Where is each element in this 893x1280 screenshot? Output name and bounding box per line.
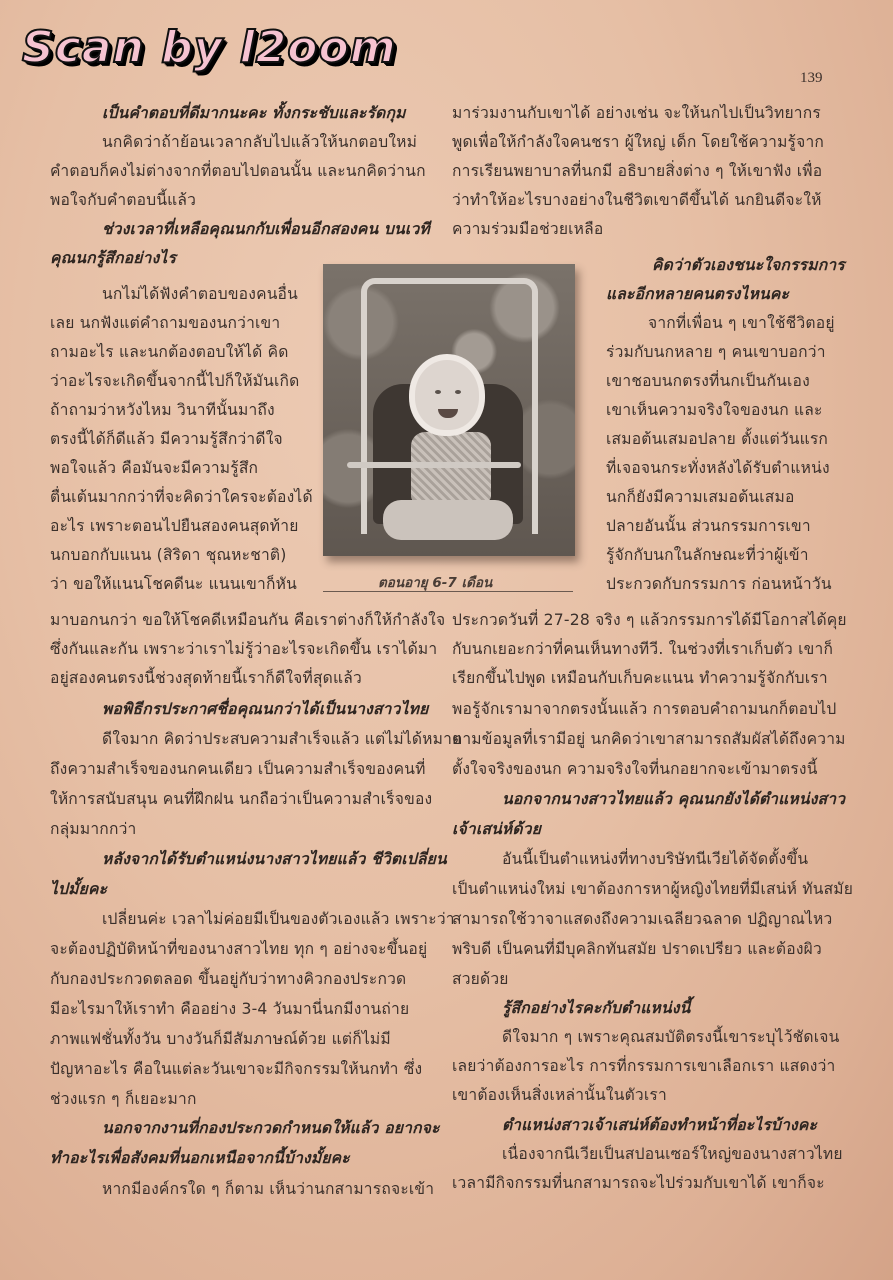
answer-text: ตื่นเต้นมากกว่าที่จะคิดว่าใครจะต้องได้ [50, 488, 313, 506]
answer-text: ว่า ขอให้แนนโชคดีนะ แนนเขาก็หัน [50, 575, 297, 593]
answer-text: เสมอต้นเสมอปลาย ตั้งแต่วันแรก [606, 430, 829, 448]
answer-text: ความร่วมมือช่วยเหลือ [452, 220, 604, 238]
answer-text: คำตอบก็คงไม่ต่างจากที่ตอบไปตอนนั้น และนกคิดว่านก [50, 162, 426, 180]
question-text: คิดว่าตัวเองชนะใจกรรมการ [652, 256, 845, 274]
answer-text: พอใจแล้ว คือมันจะมีความรู้สึก [50, 459, 259, 477]
baby-head [415, 360, 479, 430]
baby-eye [455, 390, 461, 394]
question-text: ทำอะไรเพื่อสังคมที่นอกเหนือจากนี้บ้างมั้ยคะ [50, 1149, 350, 1167]
answer-text: ประกวดวันที่ 27-28 จริง ๆ แล้วกรรมการได้มีโอกาสได้คุย [452, 611, 847, 629]
answer-text: เรียกขึ้นไปพูด เหมือนกับเก็บคะแนน ทำความรู้จักกับเรา [452, 669, 828, 687]
question-text: พอพิธีกรประกาศชื่อคุณนกว่าได้เป็นนางสาวไทย [102, 700, 429, 718]
answer-text: ภาพแฟชั่นทั้งวัน บางวันก็มีสัมภาษณ์ด้วย แต่ก็ไม่มี [50, 1030, 391, 1048]
answer-text: ว่าทำให้อะไรบางอย่างในชีวิตเขาดีขึ้นได้ นกยินดีจะให้ [452, 191, 822, 209]
answer-text: กลุ่มมากกว่า [50, 820, 137, 838]
answer-text: ตามข้อมูลที่เรามีอยู่ นกคิดว่าเขาสามารถสัมผัสได้ถึงความ [452, 730, 846, 748]
answer-text: อะไร เพราะตอนไปยืนสองคนสุดท้าย [50, 517, 299, 535]
answer-text: เขาต้องเห็นสิ่งเหล่านั้นในตัวเรา [452, 1086, 667, 1104]
answer-text: ประกวดกับกรรมการ ก่อนหน้าวัน [606, 575, 832, 593]
answer-text: ว่าอะไรจะเกิดขึ้นจากนี้ไปก็ให้มันเกิด [50, 372, 300, 390]
question-text: หลังจากได้รับตำแหน่งนางสาวไทยแล้ว ชีวิตเปลี่ยน [102, 850, 447, 868]
answer-text: เป็นตำแหน่งใหม่ เขาต้องการหาผู้หญิงไทยที่มีเสน่ห์ ทันสมัย [452, 880, 854, 898]
answer-text: สวยด้วย [452, 970, 509, 988]
question-text: รู้สึกอย่างไรคะกับตำแหน่งนี้ [502, 999, 691, 1017]
page-number: 139 [800, 70, 823, 86]
answer-text: เลย นกฟังแต่คำถามของนกว่าเขา [50, 314, 281, 332]
question-text: เป็นคำตอบที่ดีมากนะคะ ทั้งกระชับและรัดกุม [102, 104, 406, 122]
answer-text: ให้การสนับสนุน คนที่ฝึกฝน นกถือว่าเป็นความสำเร็จของ [50, 790, 433, 808]
answer-text: เขาเห็นความจริงใจของนก และ [606, 401, 823, 419]
answer-text: ช่วงแรก ๆ ก็เยอะมาก [50, 1090, 197, 1108]
answer-text: เขาชอบนกตรงที่นกเป็นกันเอง [606, 372, 810, 390]
answer-text: พริบดี เป็นคนที่มีบุคลิกทันสมัย ปราดเปรียว และต้องผิว [452, 940, 822, 958]
baby-eye [435, 390, 441, 394]
answer-text: กับนกเยอะกว่าที่คนเห็นทางทีวี. ในช่วงที่เราเก็บตัว เขาก็ [452, 640, 834, 658]
answer-text: เนื่องจากนีเวียเป็นสปอนเซอร์ใหญ่ของนางสาวไทย [502, 1145, 843, 1163]
answer-text: พูดเพื่อให้กำลังใจคนชรา ผู้ใหญ่ เด็ก โดยใช้ความรู้จาก [452, 133, 825, 151]
answer-text: เปลี่ยนค่ะ เวลาไม่ค่อยมีเป็นของตัวเองแล้ว เพราะว่า [102, 910, 455, 928]
answer-text: ดีใจมาก ๆ เพราะคุณสมบัติตรงนี้เขาระบุไว้ชัดเจน [502, 1028, 840, 1046]
answer-text: เวลามีกิจกรรมที่นกสามารถจะไปร่วมกับเขาได้ เขาก็จะ [452, 1174, 825, 1192]
answer-text: ที่เจอจนกระทั่งหลังได้รับตำแหน่ง [606, 459, 830, 477]
answer-text: นกบอกกับแนน (สิริดา ชุณหะชาติ) [50, 546, 287, 564]
answer-text: ถ้าถามว่าหวังไหม วินาทีนั้นมาถึง [50, 401, 275, 419]
question-text: ตำแหน่งสาวเจ้าเสน่ห์ต้องทำหน้าที่อะไรบ้างคะ [502, 1116, 818, 1134]
question-text: และอีกหลายคนตรงไหนคะ [606, 285, 790, 303]
question-text: นอกจากงานที่กองประกวดกำหนดให้แล้ว อยากจะ [102, 1119, 440, 1137]
question-text: นอกจากนางสาวไทยแล้ว คุณนกยังได้ตำแหน่งสาว [502, 790, 846, 808]
answer-text: ปัญหาอะไร คือในแต่ละวันเขาจะมีกิจกรรมให้นกทำ ซึ่ง [50, 1060, 423, 1078]
answer-text: อันนี้เป็นตำแหน่งที่ทางบริษัทนีเวียได้จัดตั้งขึ้น [502, 850, 809, 868]
answer-text: ร่วมกับนกหลาย ๆ คนเขาบอกว่า [606, 343, 826, 361]
answer-text: ถึงความสำเร็จของนกคนเดียว เป็นความสำเร็จของคนที่ [50, 760, 426, 778]
stroller-tray-bar [347, 462, 521, 468]
answer-text: นกคิดว่าถ้าย้อนเวลากลับไปแล้วให้นกตอบใหม่ [102, 133, 418, 151]
answer-text: จะต้องปฏิบัติหน้าที่ของนางสาวไทย ทุก ๆ อย่างจะขึ้นอยู่ [50, 940, 428, 958]
answer-text: สามารถใช้วาจาแสดงถึงความเฉลียวฉลาด ปฏิญาณไหว [452, 910, 833, 928]
answer-text: รู้จักกับนกในลักษณะที่ว่าผู้เข้า [606, 546, 809, 564]
answer-text: ตรงนี้ได้ก็ดีแล้ว มีความรู้สึกว่าดีใจ [50, 430, 283, 448]
question-text: ช่วงเวลาที่เหลือคุณนกกับเพื่อนอีกสองคน บนเวที [102, 220, 430, 238]
answer-text: หากมีองค์กรใด ๆ ก็ตาม เห็นว่านกสามารถจะเข้า [102, 1180, 435, 1198]
answer-text: พอรู้จักเรามาจากตรงนั้นแล้ว การตอบคำถามนกก็ตอบไป [452, 700, 837, 718]
photo-caption: ตอนอายุ 6-7 เดือน [378, 575, 493, 591]
answer-text: นกก็ยังมีความเสมอต้นเสมอ [606, 488, 795, 506]
caption-divider [323, 591, 573, 592]
answer-text: พอใจกับคำตอบนี้แล้ว [50, 191, 197, 209]
answer-text: ถามอะไร และนกต้องตอบให้ได้ คิด [50, 343, 289, 361]
answer-text: ตั้งใจจริงของนก ความจริงใจที่นกอยากจะเข้ามาตรงนี้ [452, 760, 818, 778]
answer-text: นกไม่ได้ฟังคำตอบของคนอื่น [102, 285, 298, 303]
baby-legs [383, 500, 513, 540]
answer-text: การเรียนพยาบาลที่นกมี อธิบายสิ่งต่าง ๆ ให้เขาฟัง เพื่อ [452, 162, 823, 180]
question-text: คุณนกรู้สึกอย่างไร [50, 249, 177, 267]
answer-text: ซึ่งกันและกัน เพราะว่าเราไม่รู้ว่าอะไรจะเกิดขึ้น เราได้มา [50, 640, 438, 658]
answer-text: เลยว่าต้องการอะไร การที่กรรมการเขาเลือกเรา แสดงว่า [452, 1057, 836, 1075]
answer-text: อยู่สองคนตรงนี้ช่วงสุดท้ายนี้เราก็ดีใจที่สุดแล้ว [50, 669, 362, 687]
answer-text: ปลายอันนั้น ส่วนกรรมการเขา [606, 517, 811, 535]
watermark: Scan by l2oom [22, 22, 397, 73]
answer-text: กับกองประกวดตลอด ขึ้นอยู่กับว่าทางคิวกองประกวด [50, 970, 407, 988]
answer-text: ดีใจมาก คิดว่าประสบความสำเร็จแล้ว แต่ไม่ได้หมาย [102, 730, 462, 748]
baby-photo [323, 264, 575, 556]
answer-text: จากที่เพื่อน ๆ เขาใช้ชีวิตอยู่ [648, 314, 835, 332]
question-text: เจ้าเสน่ห์ด้วย [452, 820, 542, 838]
answer-text: มีอะไรมาให้เราทำ คืออย่าง 3-4 วันมานี่นกมีงานถ่าย [50, 1000, 410, 1018]
answer-text: มาบอกนกว่า ขอให้โชคดีเหมือนกัน คือเราต่างก็ให้กำลังใจ [50, 611, 446, 629]
question-text: ไปมั้ยคะ [50, 880, 108, 898]
answer-text: มาร่วมงานกับเขาได้ อย่างเช่น จะให้นกไปเป็นวิทยากร [452, 104, 821, 122]
